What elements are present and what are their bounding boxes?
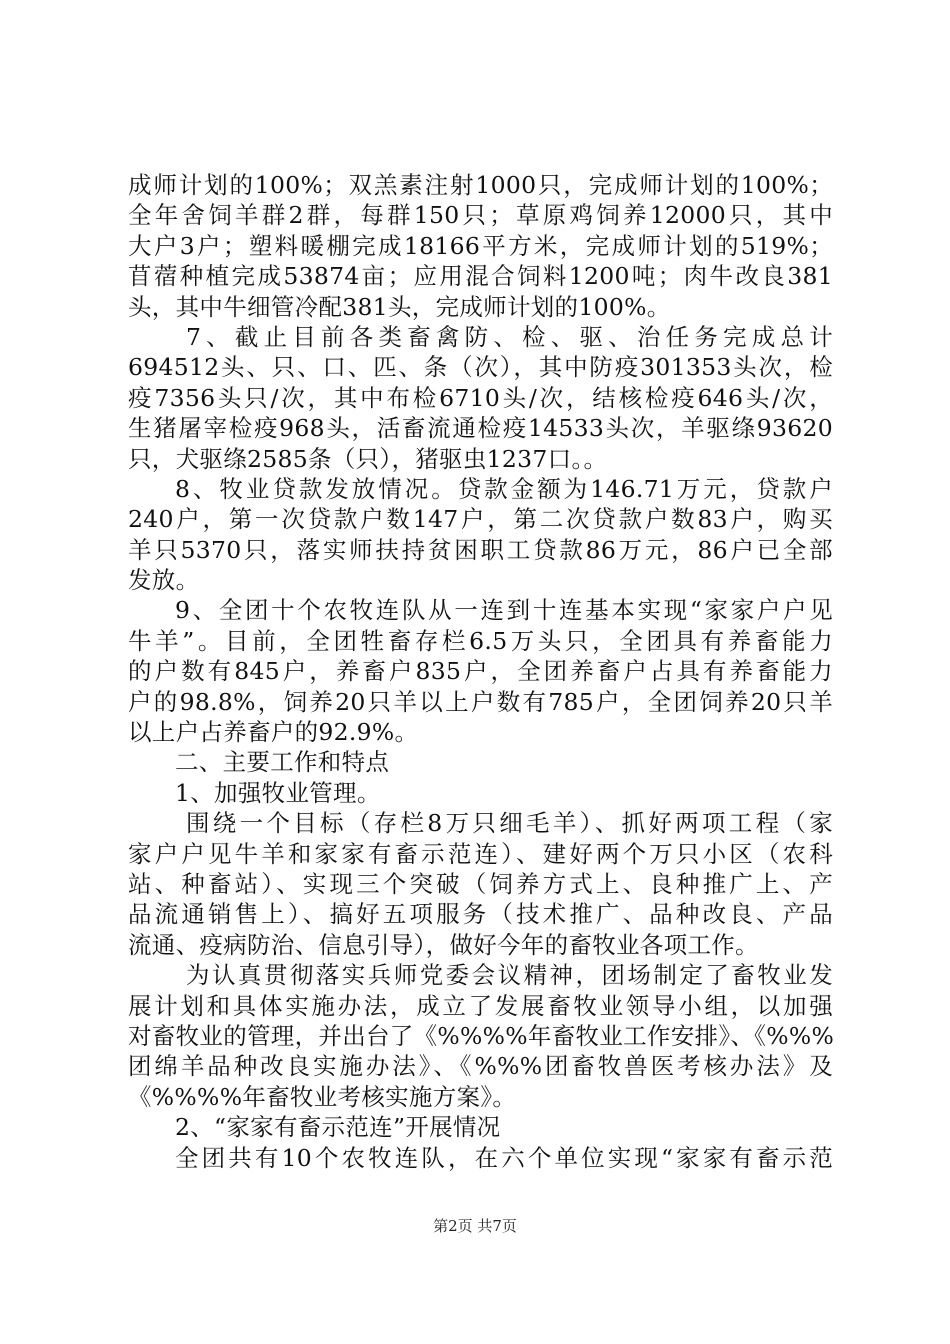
- text-line: 站、种畜站）、实现三个突破（饲养方式上、良种推广上、产: [128, 869, 833, 898]
- text-line: 展计划和具体实施办法，成立了发展畜牧业领导小组，以加强: [128, 991, 833, 1020]
- text-line: 围绕一个目标（存栏8万只细毛羊）、抓好两项工程（家: [186, 809, 833, 838]
- text-line: 头，其中牛细管冷配381头，完成师计划的100%。: [128, 292, 671, 321]
- text-line: 羊只5370只，落实师扶持贫困职工贷款86万元，86户已全部: [128, 535, 833, 564]
- text-line: 全年舍饲羊群2群，每群150只；草原鸡饲养12000只，其中: [128, 201, 833, 230]
- text-line: 以上户占养畜户的92.9%。: [128, 718, 419, 747]
- text-line: 9、全团十个农牧连队从一连到十连基本实现“家家户户见: [175, 596, 833, 625]
- text-line: 的户数有845户，养畜户835户，全团养畜户占具有养畜能力: [128, 657, 833, 686]
- text-line: 694512头、只、口、匹、条（次），其中防疫301353头次，检: [128, 353, 833, 382]
- text-line: 1、加强牧业管理。: [175, 778, 381, 807]
- text-line: 只，犬驱绦2585条（只），猪驱虫1237口。。: [128, 444, 608, 473]
- text-line: 发放。: [128, 566, 200, 595]
- text-line: 对畜牧业的管理，并出台了《%%%%年畜牧业工作安排》、《%%%: [128, 1021, 835, 1050]
- page-footer: 第2页 共7页: [433, 1217, 517, 1235]
- text-line: 大户3户；塑料暖棚完成18166平方米，完成师计划的519%；: [128, 231, 833, 260]
- text-line: 为认真贯彻落实兵师党委会议精神，团场制定了畜牧业发: [186, 961, 833, 990]
- text-line: 240户，第一次贷款户数147户，第二次贷款户数83户，购买: [128, 505, 833, 534]
- text-line: 生猪屠宰检疫968头，活畜流通检疫14533头次，羊驱绦93620: [128, 414, 833, 443]
- text-line: 流通、疫病防治、信息引导），做好今年的畜牧业各项工作。: [128, 930, 759, 959]
- text-line: 牛羊”。目前，全团牲畜存栏6.5万头只，全团具有养畜能力: [128, 626, 833, 655]
- text-line: 全团共有10个农牧连队，在六个单位实现“家家有畜示范: [175, 1143, 833, 1172]
- text-line: 8、牧业贷款发放情况。贷款金额为146.71万元，贷款户: [175, 474, 833, 503]
- text-line: 团绵羊品种改良实施办法》、《%%%团畜牧兽医考核办法》及: [128, 1052, 833, 1081]
- text-line: 7、截止目前各类畜禽防、检、驱、治任务完成总计: [186, 322, 833, 351]
- text-line: 成师计划的100%；双羔素注射1000只，完成师计划的100%；: [128, 171, 833, 199]
- text-line: 家户户见牛羊和家家有畜示范连）、建好两个万只小区（农科: [128, 839, 833, 868]
- text-line: 苜蓿种植完成53874亩；应用混合饲料1200吨；肉牛改良381: [128, 262, 833, 291]
- text-line: 品流通销售上）、搞好五项服务（技术推广、品种改良、产品: [128, 900, 833, 929]
- text-line: 2、“家家有畜示范连”开展情况: [175, 1113, 501, 1142]
- text-line: 《%%%%年畜牧业考核实施方案》。: [128, 1082, 517, 1111]
- text-line: 疫7356头只/次，其中布检6710头/次，结核检疫646头/次，: [128, 383, 833, 412]
- text-line: 二、主要工作和特点: [175, 748, 390, 777]
- document-body: [128, 170, 833, 1173]
- text-line: 户的98.8%，饲养20只羊以上户数有785户，全团饲养20只羊: [128, 687, 833, 716]
